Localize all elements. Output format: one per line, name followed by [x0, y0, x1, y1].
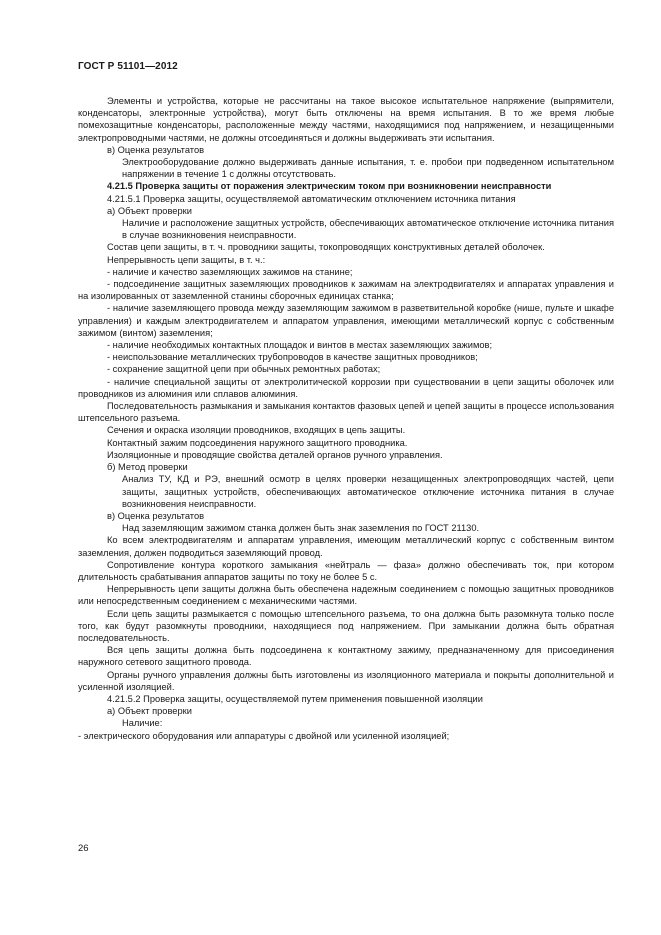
- list-item: в) Оценка результатов: [107, 144, 205, 155]
- list-item: - электрического оборудования или аппаратуры с двойной или усиленной изоляцией;: [78, 730, 450, 741]
- paragraph: Органы ручного управления должны быть изготовлены из изоляционного материала и покрыты дополнительной и усиленной изоляцией.: [78, 669, 614, 692]
- paragraph: Наличие и расположение защитных устройств, обеспечивающих автоматическое отключение источника питания в случае возникновения неисправности.: [122, 218, 614, 241]
- paragraph: Вся цепь защиты должна быть подсоединена к контактному зажиму, предназначенному для присоединения наружного сетевого защитного провода.: [78, 645, 614, 668]
- paragraph: Непрерывность цепи защиты, в т. ч.:: [107, 254, 266, 265]
- list-item: - подсоединение защитных заземляющих проводников к зажимам на электродвигателях и аппаратах управления и на изолированных от заземленной станины сборочных единицах станка;: [78, 279, 614, 302]
- list-item: - наличие заземляющего провода между заземляющим зажимом в разветвительной коробке (нише, пульте и шкафе управления) и каждым электродвигателем и аппаратом управления, имеющими металлический корпус с собственным зажимом (винтом) заземления;: [78, 303, 614, 338]
- paragraph: Элементы и устройства, которые не рассчитаны на такое высокое испытательное напряжение (выпрямители, конденсаторы, электронные устройства), могут быть отключены на время испытания. В то же время любые помехозащитные конденсаторы, расположенные между частями, находящимися под напряжением, и незащищенными электропроводными частями, не должны отсоединяться и должны выдерживать эти испытания.: [78, 96, 614, 143]
- paragraph: Изоляционные и проводящие свойства деталей органов ручного управления.: [107, 449, 443, 460]
- list-item: а) Объект проверки: [107, 706, 192, 717]
- paragraph: Электрооборудование должно выдерживать данные испытания, т. е. пробои при подведенном испытательном напряжении в течение 1 с должны отсутствовать.: [122, 157, 614, 180]
- list-item: в) Оценка результатов: [107, 510, 205, 521]
- list-item: - наличие и качество заземляющих зажимов на станине;: [107, 266, 353, 277]
- list-item: б) Метод проверки: [107, 462, 188, 473]
- paragraph: Анализ ТУ, КД и РЭ, внешний осмотр в целях проверки незащищенных электропроводящих частей, цепи защиты, защитных устройств, обеспечивающих автоматическое отключение источника питания в случае возникновения неисправности.: [122, 474, 614, 509]
- list-item: - наличие специальной защиты от электролитической коррозии при существовании в цепи защиты оболочек или проводников из алюминия или сплавов алюминия.: [78, 376, 614, 399]
- paragraph: Над заземляющим зажимом станка должен быть знак заземления по ГОСТ 21130.: [122, 523, 480, 534]
- list-item: - неиспользование металлических трубопроводов в качестве защитных проводников;: [107, 352, 478, 363]
- list-item: - сохранение защитной цепи при обычных ремонтных работах;: [107, 364, 381, 375]
- paragraph: Состав цепи защиты, в т. ч. проводники защиты, токопроводящих конструктивных деталей оболочек.: [107, 242, 545, 253]
- page-number: 26: [78, 843, 89, 854]
- paragraph: Контактный зажим подсоединения наружного защитного проводника.: [107, 437, 408, 448]
- paragraph: Последовательность размыкания и замыкания контактов фазовых цепей и цепей защиты в процессе использования штепсельного разъема.: [78, 401, 615, 424]
- paragraph: Наличие:: [122, 718, 163, 729]
- paragraph: Ко всем электродвигателям и аппаратам управления, имеющим металлический корпус с собственным винтом заземления, должен подводиться заземляющий провод.: [78, 535, 614, 558]
- paragraph: Сопротивление контура короткого замыкания «нейтраль — фаза» должно обеспечивать ток, при котором длительность срабатывания аппаратов защиты по току не более 5 с.: [78, 559, 614, 582]
- subsection-heading: 4.21.5.2 Проверка защиты, осуществляемой путем применения повышенной изоляции: [107, 693, 483, 704]
- subsection-heading: 4.21.5.1 Проверка защиты, осуществляемой автоматическим отключением источника питания: [107, 193, 516, 204]
- list-item: - наличие необходимых контактных площадок и винтов в местах заземляющих зажимов;: [107, 340, 493, 351]
- paragraph: Непрерывность цепи защиты должна быть обеспечена надежным соединением с помощью защитных проводников или непосредственным соединением с механическими частями.: [78, 584, 614, 607]
- paragraph: Сечения и окраска изоляции проводников, входящих в цепь защиты.: [107, 425, 406, 436]
- list-item: а) Объект проверки: [107, 205, 192, 216]
- paragraph: Если цепь защиты размыкается с помощью штепсельного разъема, то она должна быть разомкнута только после того, как будут разомкнуты проводники, находящиеся под напряжением. При замыкании должна быть обратная последовательность.: [78, 608, 614, 643]
- section-heading: 4.21.5 Проверка защиты от поражения электрическим током при возникновении неисправности: [107, 181, 552, 192]
- document-body: [78, 95, 614, 742]
- document-header: ГОСТ Р 51101—2012: [78, 61, 178, 72]
